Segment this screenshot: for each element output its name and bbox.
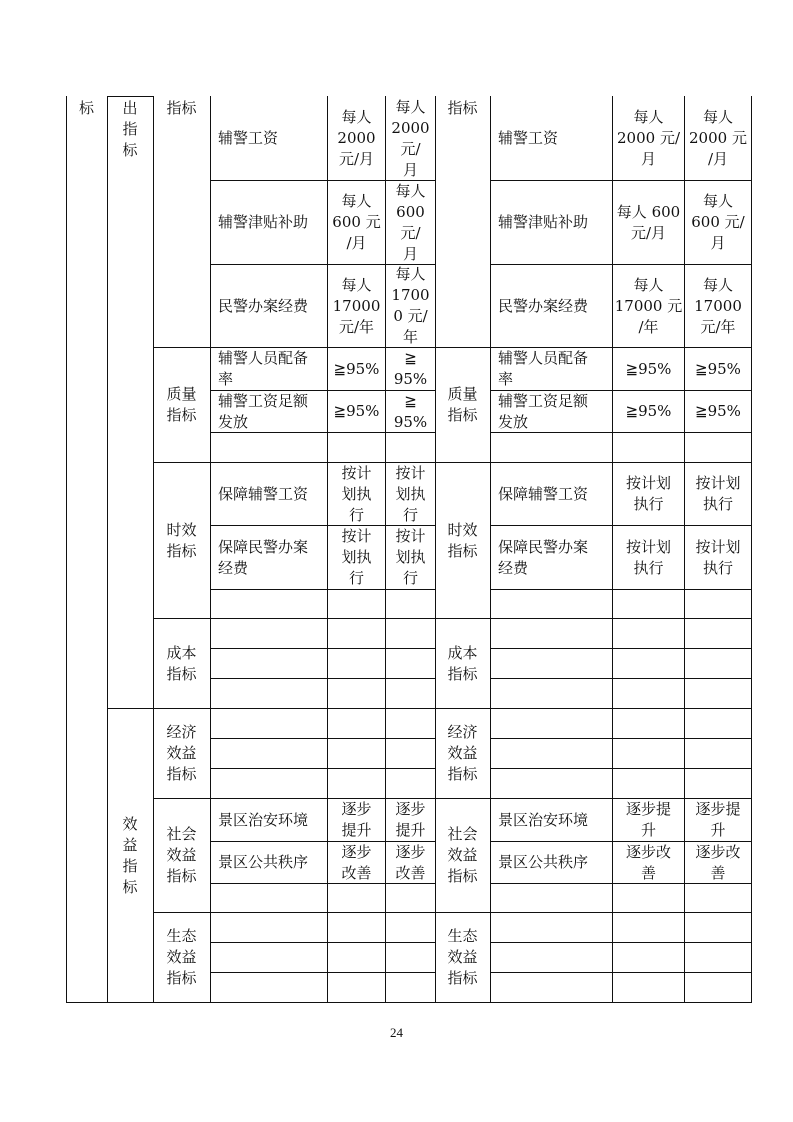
timeliness-indicator-right: 时效 指标 [447,520,478,560]
table-cell-value: ≧95% [333,359,380,378]
cell-frame-top-left [107,96,153,97]
ecological-benefit-indicator: 生态 效益 指标 [166,927,197,987]
table-cell-value: 每人 17000 元/年 [694,275,742,336]
social-benefit-indicator: 社会 效益 指标 [166,825,197,885]
table-cell-value: 每人 600 元/月 [616,202,681,242]
cost-indicator-right: 成本 指标 [447,643,478,683]
table-cell-item: 辅警工资足额 发放 [218,391,309,431]
table-cell-item: 景区公共秩序 [498,853,589,871]
quality-indicator-right: 质量 指标 [447,385,478,424]
table-cell-value: 每人 2000 元/ 月 [617,108,680,168]
row-line [490,589,752,590]
table-border-bottom [66,1002,752,1003]
table-cell-value: 每人 17000 元 /年 [614,275,683,336]
table-cell-item: 辅警津贴补助 [498,213,589,231]
table-cell-item: 辅警工资足额 发放 [498,391,589,431]
social-benefit-indicator-right: 社会 效益 指标 [447,825,478,885]
table-cell-value: 逐步改 善 [625,842,671,882]
quantity-indicator-fragment-right: 指标 [447,99,478,117]
table-cell-value: 每人 1700 0 元/ 年 [391,265,430,346]
row-line [210,678,435,679]
table-cell-item: 民警办案经费 [498,296,589,315]
table-cell-value: 逐步 改善 [395,842,426,882]
table-cell-value: 逐步提 升 [625,800,671,839]
table-line-v3 [210,96,211,1002]
table-border-right [751,96,752,1002]
row-line [210,942,435,943]
economic-benefit-indicator-right: 经济 效益 指标 [447,723,478,783]
row-line [210,648,435,649]
table-cell-value: ≧95% [625,359,672,378]
table-cell-value: 每人 600 元 /月 [332,192,381,252]
row-line [490,942,752,943]
row-line [210,972,435,973]
table-line-v7 [490,96,491,1002]
row-line [490,678,752,679]
table-cell-item: 景区公共秩序 [218,853,309,871]
table-cell-item: 辅警工资 [498,129,559,147]
table-cell-value: 每人 2000 元/ 月 [391,97,430,179]
table-cell-value: 逐步 提升 [395,800,426,839]
table-cell-value: 按计 划执 行 [395,527,426,587]
first-column-fragment-label: 标 [78,99,94,117]
row-line [490,648,752,649]
page-number: 24 [390,1025,403,1040]
table-cell-value: 每人 2000 元/月 [337,108,376,168]
cost-indicator: 成本 指标 [166,643,197,683]
table-cell-item: 辅警人员配备 率 [498,349,589,388]
table-cell-value: ≧95% [695,359,741,378]
table-cell-item: 辅警津贴补助 [218,213,309,231]
table-cell-value: ≧ 95% [393,391,428,431]
table-cell-item: 辅警工资 [218,129,279,147]
table-border-left [66,96,67,1002]
table-cell-item: 辅警人员配备 率 [218,349,309,388]
table-cell-item: 景区治安环境 [498,810,589,829]
table-cell-item: 景区治安环境 [218,810,309,829]
row-line [490,972,752,973]
row-line [490,738,752,739]
table-cell-value: 每人 600 元/ 月 [395,181,426,263]
row-line [210,589,435,590]
table-cell-value: 逐步提 升 [695,800,741,839]
table-cell-value: 按计划 执行 [625,537,671,577]
ecological-benefit-indicator-right: 生态 效益 指标 [447,927,478,987]
table-cell-value: ≧ 95% [393,349,428,388]
quality-indicator: 质量 指标 [166,385,197,424]
benefit-indicator-label: 效 益 指 标 [122,814,138,896]
table-cell-item: 民警办案经费 [218,296,309,315]
row-line [210,768,435,769]
table-cell-value: 按计划 执行 [695,474,741,513]
table-cell-value: 按计 划执 行 [395,463,426,524]
table-cell-item: 保障民警办案 经费 [498,537,589,577]
table-cell-value: ≧95% [333,402,380,420]
table-cell-value: 逐步改 善 [695,842,741,882]
output-indicator-label: 出 指 标 [122,99,138,159]
table-cell-value: 逐步 改善 [341,842,372,882]
table-cell-item: 保障辅警工资 [218,484,309,503]
table-cell-value: 按计 划执 行 [341,463,372,524]
table-cell-value: 每人 600 元/ 月 [691,192,745,252]
economic-benefit-indicator: 经济 效益 指标 [166,723,197,783]
table-cell-item: 保障民警办案 经费 [218,537,309,577]
table-cell-value: ≧95% [625,402,672,420]
quantity-indicator-fragment: 指标 [166,99,197,117]
table-cell-value: ≧95% [695,402,741,420]
table-cell-value: 按计划 执行 [625,474,671,513]
table-cell-value: 每人 2000 元 /月 [689,108,747,168]
table-cell-item: 保障辅警工资 [498,484,589,503]
table-cell-value: 每人 17000 元/年 [332,275,381,336]
table-cell-value: 按计 划执 行 [341,527,372,587]
row-line [210,738,435,739]
table-cell-value: 按计划 执行 [695,537,741,577]
timeliness-indicator: 时效 指标 [166,520,197,560]
table-cell-value: 逐步 提升 [341,800,372,839]
row-line [490,768,752,769]
